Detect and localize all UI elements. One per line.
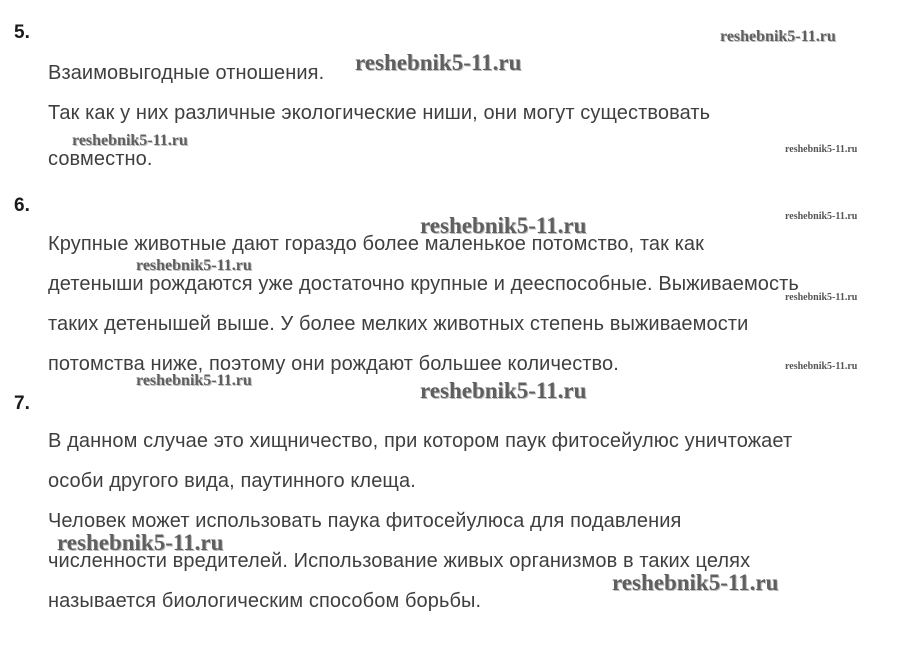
answer-line: В данном случае это хищничество, при котором паук фитосейулюс уничтожает — [48, 430, 793, 452]
watermark: reshebnik5-11.ru — [57, 530, 224, 555]
answer-line: потомства ниже, поэтому они рождают большее количество. — [48, 353, 619, 375]
watermark: reshebnik5-11.ru — [420, 213, 587, 238]
watermark: reshebnik5-11.ru — [136, 372, 252, 389]
answer-line: называется биологическим способом борьбы. — [48, 590, 482, 612]
answer-line: детеныши рождаются уже достаточно крупные и дееспособные. Выживаемость — [48, 273, 799, 295]
answer-line: совместно. — [48, 148, 153, 170]
watermark: reshebnik5-11.ru — [785, 144, 858, 155]
answer-line: Крупные животные дают гораздо более маленькое потомство, так как — [48, 233, 704, 255]
answer-line: особи другого вида, паутинного клеща. — [48, 470, 416, 492]
answer-line: Человек может использовать паука фитосейулюса для подавления — [48, 510, 682, 532]
answer-line: Так как у них различные экологические ниши, они могут существовать — [48, 102, 711, 124]
watermark: reshebnik5-11.ru — [720, 28, 836, 45]
watermark: reshebnik5-11.ru — [420, 378, 587, 403]
watermark: reshebnik5-11.ru — [136, 257, 252, 274]
section-number: 5. — [14, 22, 30, 43]
answer-line: Взаимовыгодные отношения. — [48, 62, 325, 84]
section-number: 7. — [14, 393, 30, 414]
watermark: reshebnik5-11.ru — [72, 132, 188, 149]
watermark: reshebnik5-11.ru — [785, 211, 858, 222]
section-number: 6. — [14, 195, 30, 216]
answer-line: таких детенышей выше. У более мелких животных степень выживаемости — [48, 313, 749, 335]
answer-line: численности вредителей. Использование живых организмов в таких целях — [48, 550, 751, 572]
watermark: reshebnik5-11.ru — [785, 292, 858, 303]
watermark: reshebnik5-11.ru — [785, 361, 858, 372]
watermark: reshebnik5-11.ru — [612, 570, 779, 595]
watermark: reshebnik5-11.ru — [355, 50, 522, 75]
